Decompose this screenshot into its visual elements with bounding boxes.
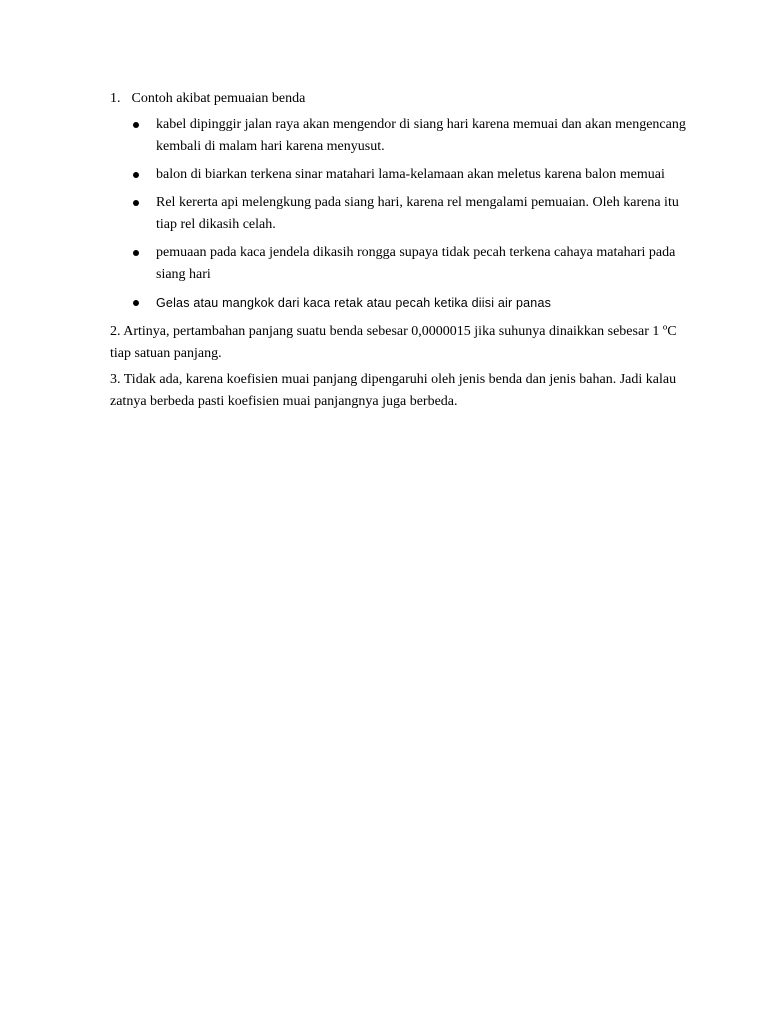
question-1-bullet-list (110, 114, 690, 315)
question-3-answer: 3. Tidak ada, karena koefisien muai panjang dipengaruhi oleh jenis benda dan jenis bahan. Jadi kalau zatnya berbeda pasti koefisien muai panjangnya juga berbeda. (110, 372, 677, 409)
bullet-item (110, 114, 690, 158)
bullet-dot-icon (133, 300, 139, 306)
question-1-number: 1. (110, 91, 121, 106)
bullet-text: balon di biarkan terkena sinar matahari lama-kelamaan akan meletus karena balon memuai (156, 167, 665, 182)
bullet-text: pemuaan pada kaca jendela dikasih rongga supaya tidak pecah terkena cahaya matahari pada siang hari (156, 245, 676, 282)
question-1-title: Contoh akibat pemuaian benda (131, 91, 306, 106)
bullet-item (110, 242, 690, 286)
bullet-text: kabel dipinggir jalan raya akan mengendor di siang hari karena memuai dan akan mengencang kembali di malam hari karena menyusut. (156, 117, 686, 154)
bullet-dot-icon (133, 122, 139, 128)
bullet-text: Gelas atau mangkok dari kaca retak atau pecah ketika diisi air panas (156, 296, 552, 310)
question-2-answer: 2. Artinya, pertambahan panjang suatu benda sebesar 0,0000015 jika suhunya dinaikkan sebesar 1 ºC tiap satuan panjang. (110, 324, 677, 361)
bullet-text: Rel kererta api melengkung pada siang hari, karena rel mengalami pemuaian. Oleh karena itu tiap rel dikasih celah. (156, 195, 679, 232)
bullet-dot-icon (133, 172, 139, 178)
bullet-item (110, 192, 690, 236)
question-1-heading (110, 88, 690, 110)
bullet-item (110, 164, 690, 186)
bullet-item (110, 292, 690, 315)
bullet-dot-icon (133, 250, 139, 256)
bullet-dot-icon (133, 200, 139, 206)
document-body (110, 88, 690, 417)
